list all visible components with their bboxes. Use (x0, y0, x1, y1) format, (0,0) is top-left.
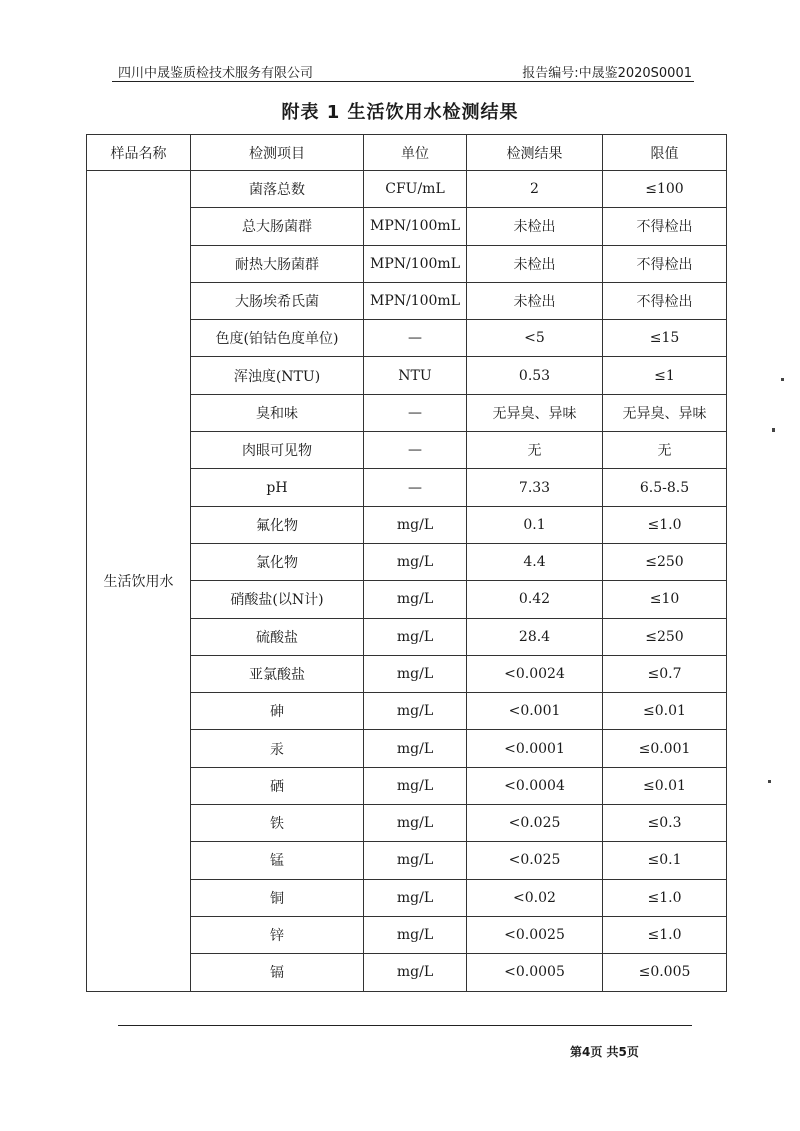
limit-cell: ≤0.001 (603, 730, 727, 767)
unit-cell: — (364, 469, 467, 506)
limit-cell: ≤0.7 (603, 655, 727, 692)
item-cell: 砷 (191, 693, 364, 730)
limit-cell: 不得检出 (603, 208, 727, 245)
limit-cell: ≤0.005 (603, 954, 727, 991)
company-name: 四川中晟鉴质检技术服务有限公司 (118, 66, 314, 81)
limit-cell: 不得检出 (603, 245, 727, 282)
result-cell: 无异臭、异味 (467, 394, 603, 431)
result-cell: <0.025 (467, 805, 603, 842)
column-header-result: 检测结果 (467, 135, 603, 171)
result-cell: <0.025 (467, 842, 603, 879)
limit-cell: ≤250 (603, 618, 727, 655)
scan-speck (781, 378, 784, 381)
result-cell: 4.4 (467, 543, 603, 580)
item-cell: 镉 (191, 954, 364, 991)
unit-cell: mg/L (364, 916, 467, 953)
item-cell: 锰 (191, 842, 364, 879)
unit-cell: mg/L (364, 618, 467, 655)
page-number: 第4页 共5页 (570, 1045, 639, 1059)
item-cell: 硫酸盐 (191, 618, 364, 655)
unit-cell: NTU (364, 357, 467, 394)
limit-cell: ≤1.0 (603, 879, 727, 916)
limit-cell: 6.5-8.5 (603, 469, 727, 506)
result-cell: <0.0025 (467, 916, 603, 953)
limit-cell: ≤1 (603, 357, 727, 394)
limit-cell: ≤250 (603, 543, 727, 580)
result-cell: <0.001 (467, 693, 603, 730)
unit-cell: mg/L (364, 879, 467, 916)
unit-cell: mg/L (364, 842, 467, 879)
item-cell: 氯化物 (191, 543, 364, 580)
table-title: 附表 1 生活饮用水检测结果 (281, 102, 519, 123)
item-cell: 硒 (191, 767, 364, 804)
unit-cell: mg/L (364, 805, 467, 842)
result-cell: <0.0001 (467, 730, 603, 767)
limit-cell: ≤100 (603, 171, 727, 208)
unit-cell: mg/L (364, 767, 467, 804)
limit-cell: ≤0.1 (603, 842, 727, 879)
result-cell: <0.0024 (467, 655, 603, 692)
item-cell: 硝酸盐(以N计) (191, 581, 364, 618)
unit-cell: MPN/100mL (364, 208, 467, 245)
result-cell: <0.0005 (467, 954, 603, 991)
item-cell: 总大肠菌群 (191, 208, 364, 245)
report-number: 报告编号:中晟鉴2020S0001 (522, 66, 692, 81)
result-cell: <0.0004 (467, 767, 603, 804)
result-cell: <0.02 (467, 879, 603, 916)
limit-cell: ≤10 (603, 581, 727, 618)
result-cell: <5 (467, 320, 603, 357)
unit-cell: — (364, 394, 467, 431)
result-cell: 0.53 (467, 357, 603, 394)
limit-cell: ≤1.0 (603, 916, 727, 953)
result-cell: 未检出 (467, 282, 603, 319)
unit-cell: mg/L (364, 543, 467, 580)
header-divider (112, 81, 694, 82)
item-cell: 锌 (191, 916, 364, 953)
result-cell: 28.4 (467, 618, 603, 655)
unit-cell: mg/L (364, 581, 467, 618)
footer-divider (118, 1025, 692, 1026)
item-cell: 菌落总数 (191, 171, 364, 208)
result-cell: 无 (467, 432, 603, 469)
item-cell: 铜 (191, 879, 364, 916)
result-cell: 7.33 (467, 469, 603, 506)
column-header-limit: 限值 (603, 135, 727, 171)
table-header-row (87, 135, 727, 171)
limit-cell: 无异臭、异味 (603, 394, 727, 431)
limit-cell: ≤0.3 (603, 805, 727, 842)
item-cell: 汞 (191, 730, 364, 767)
limit-cell: ≤15 (603, 320, 727, 357)
unit-cell: mg/L (364, 693, 467, 730)
result-cell: 未检出 (467, 208, 603, 245)
unit-cell: mg/L (364, 954, 467, 991)
unit-cell: CFU/mL (364, 171, 467, 208)
item-cell: pH (191, 469, 364, 506)
item-cell: 色度(铂钴色度单位) (191, 320, 364, 357)
limit-cell: 无 (603, 432, 727, 469)
limit-cell: ≤1.0 (603, 506, 727, 543)
unit-cell: — (364, 432, 467, 469)
item-cell: 耐热大肠菌群 (191, 245, 364, 282)
limit-cell: ≤0.01 (603, 693, 727, 730)
results-table (86, 134, 727, 992)
result-cell: 0.1 (467, 506, 603, 543)
item-cell: 浑浊度(NTU) (191, 357, 364, 394)
column-header-item: 检测项目 (191, 135, 364, 171)
unit-cell: mg/L (364, 655, 467, 692)
scan-speck (772, 428, 775, 432)
item-cell: 亚氯酸盐 (191, 655, 364, 692)
result-cell: 未检出 (467, 245, 603, 282)
unit-cell: mg/L (364, 506, 467, 543)
result-cell: 0.42 (467, 581, 603, 618)
column-header-unit: 单位 (364, 135, 467, 171)
item-cell: 氟化物 (191, 506, 364, 543)
item-cell: 大肠埃希氏菌 (191, 282, 364, 319)
scan-speck (768, 780, 771, 783)
unit-cell: MPN/100mL (364, 245, 467, 282)
sample-name-cell: 生活饮用水 (87, 171, 191, 992)
item-cell: 臭和味 (191, 394, 364, 431)
column-header-sample: 样品名称 (87, 135, 191, 171)
item-cell: 铁 (191, 805, 364, 842)
limit-cell: 不得检出 (603, 282, 727, 319)
unit-cell: mg/L (364, 730, 467, 767)
item-cell: 肉眼可见物 (191, 432, 364, 469)
unit-cell: — (364, 320, 467, 357)
unit-cell: MPN/100mL (364, 282, 467, 319)
result-cell: 2 (467, 171, 603, 208)
limit-cell: ≤0.01 (603, 767, 727, 804)
table-row (87, 171, 727, 208)
